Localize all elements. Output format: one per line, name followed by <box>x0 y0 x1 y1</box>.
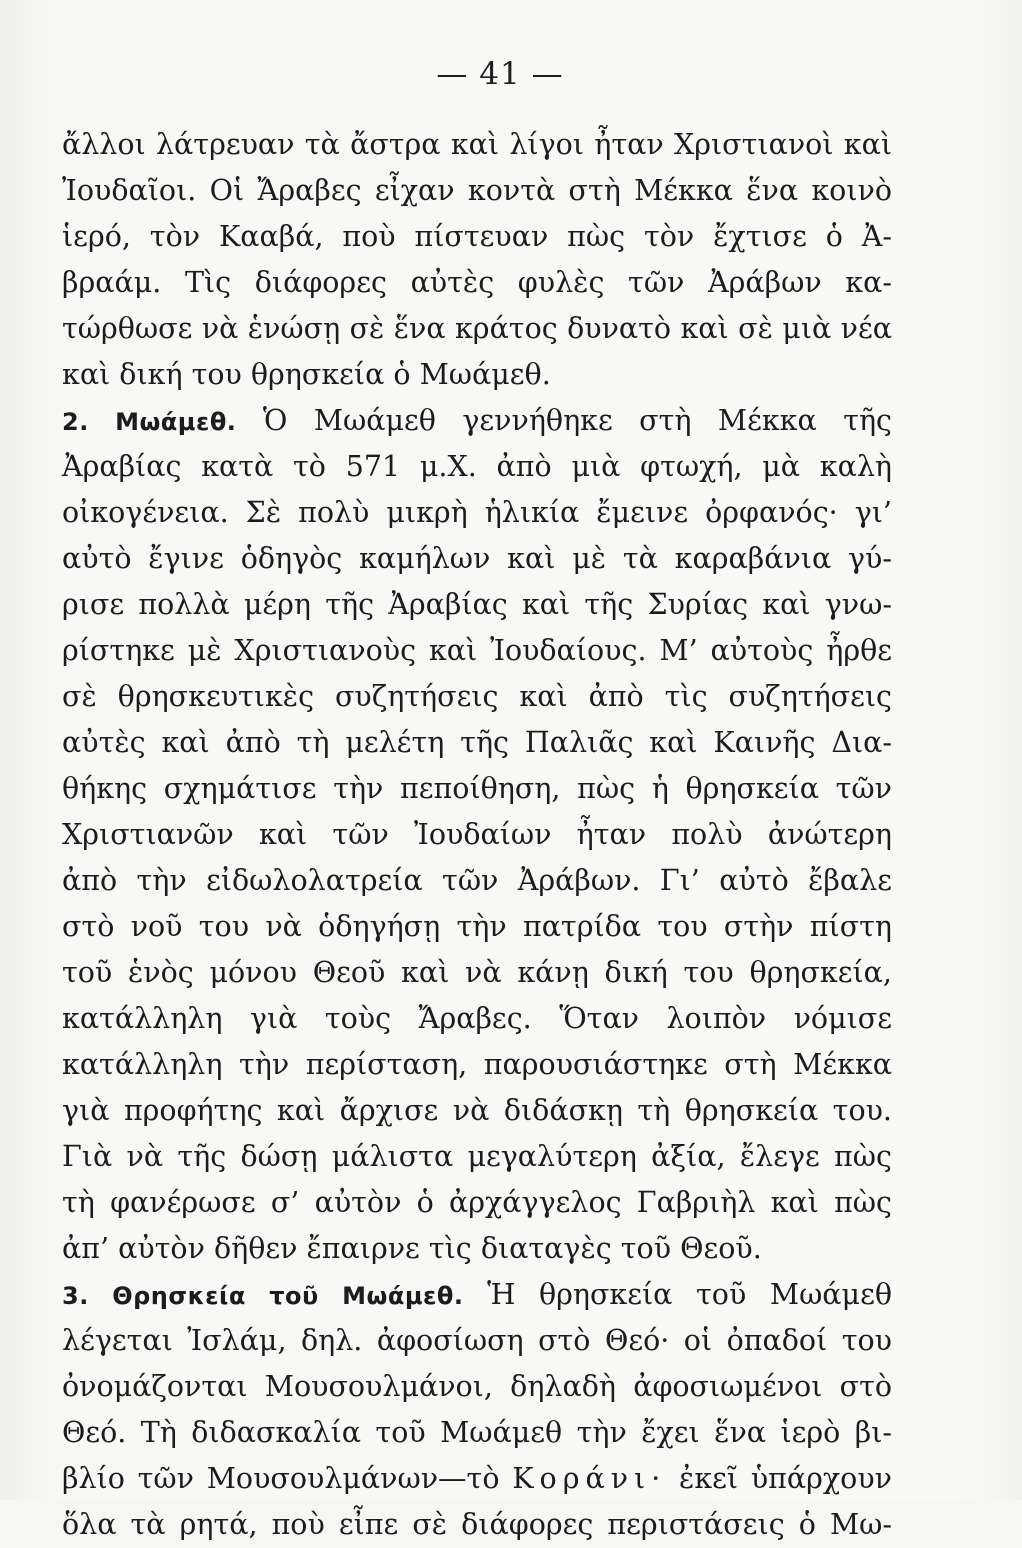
text-line: ὀνομάζονται Μουσουλμάνοι, δηλαδὴ ἀφοσιωμένοι στὸ <box>62 1370 892 1403</box>
text-line: στὸ νοῦ του νὰ ὁδηγήσῃ τὴν πατρίδα του στὴν πίστη <box>62 910 892 943</box>
text-line: Θεό. Τὴ διδασκαλία τοῦ Μωάμεθ τὴν ἔχει ἕνα ἱερὸ βι- <box>62 1416 892 1449</box>
text-line: αὐτὸ ἔγινε ὁδηγὸς καμήλων καὶ μὲ τὰ καραβάνια γύ- <box>62 542 892 575</box>
section-2-first-line-text: Ὁ Μωάμεθ γεννήθηκε στὴ Μέκκα τῆς <box>262 404 892 437</box>
text-line: τοῦ ἑνὸς μόνου Θεοῦ καὶ νὰ κάνῃ δική του θρησκεία, <box>62 956 892 989</box>
text-line: Χριστιανῶν καὶ τῶν Ἰουδαίων ἦταν πολὺ ἀνώτερη <box>62 818 892 851</box>
koran-line <box>62 1456 892 1502</box>
text-line: ὅλα τὰ ρητά, ποὺ εἶπε σὲ διάφορες περιστάσεις ὁ Μω- <box>62 1508 892 1541</box>
text-line: θήκης σχημάτισε τὴν πεποίθηση, πὼς ἡ θρησκεία τῶν <box>62 772 892 805</box>
text-line: ρισε πολλὰ μέρη τῆς Ἀραβίας καὶ τῆς Συρίας καὶ γνω- <box>62 588 892 621</box>
text-line: κατάλληλη γιὰ τοὺς Ἄραβες. Ὅταν λοιπὸν νόμισε <box>62 1002 892 1035</box>
text-line: Ἀραβίας κατὰ τὸ 571 μ.Χ. ἀπὸ μιὰ φτωχή, μὰ καλὴ <box>62 450 892 483</box>
section-3-heading: 3. Θρησκεία τοῦ Μωάμεθ. <box>62 1282 464 1310</box>
text-line: ἀπ’ αὐτὸν δῆθεν ἔπαιρνε τὶς διαταγὲς τοῦ Θεοῦ. <box>62 1232 762 1265</box>
text-line: ρίστηκε μὲ Χριστιανοὺς καὶ Ἰουδαίους. Μ’ αὐτοὺς ἦρθε <box>62 634 892 667</box>
section-2-heading: 2. Μωάμεθ. <box>62 408 237 436</box>
koran-line-before: βλίο τῶν Μουσουλμάνων—τὸ <box>62 1462 500 1495</box>
koran-word: Κοράνι· <box>512 1462 667 1495</box>
text-line: τώρθωσε νὰ ἑνώσῃ σὲ ἕνα κράτος δυνατὸ καὶ σὲ μιὰ νέα <box>62 312 892 345</box>
text-line: καὶ δική του θρησκεία ὁ Μωάμεθ. <box>62 358 551 391</box>
section-3-first-line-text: Ἡ θρησκεία τοῦ Μωάμεθ <box>487 1278 893 1311</box>
text-line: οἰκογένεια. Σὲ πολὺ μικρὴ ἡλικία ἔμεινε ὀρφανός· γι’ <box>62 496 892 529</box>
section-3-first-line <box>62 1272 892 1318</box>
text-line: Γιὰ νὰ τῆς δώσῃ μάλιστα μεγαλύτερη ἀξία, ἔλεγε πὼς <box>62 1140 892 1173</box>
text-line: Ἰουδαῖοι. Οἱ Ἄραβες εἶχαν κοντὰ στὴ Μέκκα ἕνα κοινὸ <box>62 174 892 207</box>
section-2-first-line <box>62 398 892 444</box>
text-line: βραάμ. Τὶς διάφορες αὐτὲς φυλὲς τῶν Ἀράβων κα- <box>62 266 892 299</box>
text-line: λέγεται Ἰσλάμ, δηλ. ἀφοσίωση στὸ Θεό· οἱ ὀπαδοί του <box>62 1324 892 1357</box>
text-line: τὴ φανέρωσε σ’ αὐτὸν ὁ ἀρχάγγελος Γαβριὴλ καὶ πὼς <box>62 1186 892 1219</box>
text-line: ἀπὸ τὴν εἰδωλολατρεία τῶν Ἀράβων. Γι’ αὐτὸ ἔβαλε <box>62 864 892 897</box>
text-line: ἄλλοι λάτρευαν τὰ ἄστρα καὶ λίγοι ἦταν Χριστιανοὶ καὶ <box>62 128 892 161</box>
page-number: — 41 — <box>436 56 564 92</box>
text-line: αὐτὲς καὶ ἀπὸ τὴ μελέτη τῆς Παλιᾶς καὶ Καινῆς Δια- <box>62 726 892 759</box>
text-line: κατάλληλη τὴν περίσταση, παρουσιάστηκε στὴ Μέκκα <box>62 1048 892 1081</box>
text-line: γιὰ προφήτης καὶ ἄρχισε νὰ διδάσκῃ τὴ θρησκεία του. <box>62 1094 892 1127</box>
text-line: ἱερό, τὸν Κααβά, ποὺ πίστευαν πὼς τὸν ἔχτισε ὁ Ἀ- <box>62 220 892 253</box>
text-line: σὲ θρησκευτικὲς συζητήσεις καὶ ἀπὸ τὶς συζητήσεις <box>62 680 892 713</box>
koran-line-after: ἐκεῖ ὑπάρχουν <box>679 1462 892 1495</box>
body-text <box>62 122 892 1548</box>
